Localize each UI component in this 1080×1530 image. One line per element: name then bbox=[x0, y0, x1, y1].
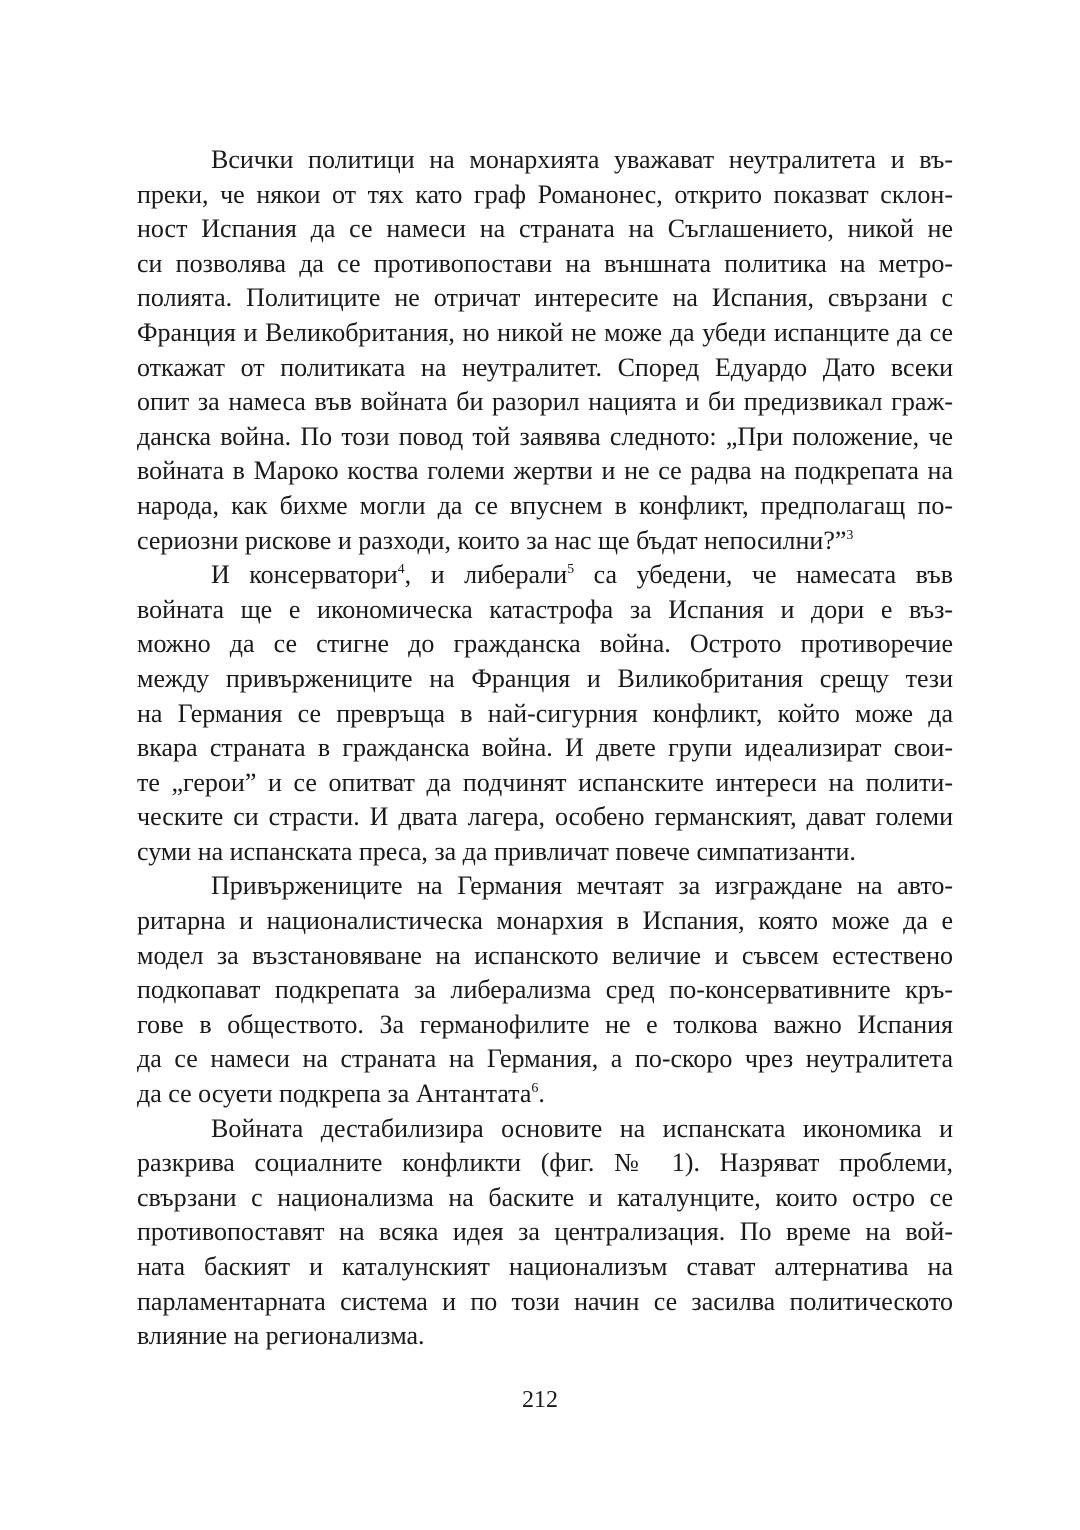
text-line: разкрива социалните конфликти (фиг. № 1). Назряват проблеми, bbox=[137, 1148, 953, 1178]
text-line: ната баският и каталунският национализъм стават алтернатива на bbox=[137, 1252, 953, 1281]
line-text: са убедени, че намесата във bbox=[574, 560, 954, 590]
text-line: парламентарната система и по този начин се засилва политическото bbox=[137, 1286, 953, 1316]
footnote-ref: 5 bbox=[567, 562, 575, 578]
text-line: Войната дестабилизира основите на испанската икономика и bbox=[211, 1113, 953, 1143]
text-line: войната ще е икономическа катастрофа за Испания и дори е въз- bbox=[137, 594, 953, 624]
text-line: полията. Политиците не отричат интересите на Испания, свързани с bbox=[137, 283, 953, 313]
page-number: 212 bbox=[522, 1387, 558, 1413]
footnote-ref: 4 bbox=[397, 562, 405, 578]
text-line: ност Испания да се намеси на страната на Съглашението, никой не bbox=[137, 214, 953, 244]
text-line: войната в Мароко коства големи жертви и не се радва на подкрепата на bbox=[137, 456, 953, 486]
text-line: на Германия се превръща в най-сигурния конфликт, който може да bbox=[137, 698, 953, 728]
text-line: подкопават подкрепата за либерализма сред по-консервативните кръ- bbox=[137, 975, 953, 1005]
text-line: Франция и Великобритания, но никой не може да убеди испанците да се bbox=[137, 317, 953, 347]
text-line: можно да се стигне до гражданска война. Острото противоречие bbox=[137, 629, 953, 659]
text-line: Привържениците на Германия мечтаят за изграждане на авто- bbox=[211, 871, 953, 901]
text-line: Всички политици на монархията уважават неутралитета и въ- bbox=[211, 145, 953, 174]
page-body bbox=[137, 143, 953, 1354]
footnote-ref: 3 bbox=[846, 527, 854, 543]
text-line: противопоставят на всяка идея за централизация. По време на вой- bbox=[137, 1217, 953, 1247]
text-line: да се намеси на страната на Германия, а по-скоро чрез неутралитета bbox=[137, 1044, 953, 1074]
text-line: модел за възстановяване на испанското величие и съвсем естествено bbox=[137, 940, 953, 970]
text-line: откажат от политиката на неутралитет. Според Едуардо Дато всеки bbox=[137, 352, 953, 382]
text-line bbox=[137, 1077, 953, 1112]
text-line: вкара страната в гражданска война. И двете групи идеализират свои- bbox=[137, 733, 953, 763]
text-line: влияние на регионализма. bbox=[137, 1321, 425, 1351]
paragraph-2 bbox=[137, 558, 953, 869]
text-line: те „герои” и се опитват да подчинят испанските интереси на полити- bbox=[137, 767, 953, 797]
text-line: опит за намеса във войната би разорил нацията и би предизвикал граж- bbox=[137, 387, 953, 417]
text-line: ритарна и националистическа монархия в Испания, която може да е bbox=[137, 906, 953, 936]
text-line: между привържениците на Франция и Виликобритания срещу тези bbox=[137, 663, 953, 693]
text-line: суми на испанската преса, за да привличат повече симпатизанти. bbox=[137, 836, 856, 866]
text-line: си позволява да се противопостави на външната политика на метро- bbox=[137, 248, 953, 278]
text-line bbox=[137, 558, 953, 593]
line-text: , и либерали bbox=[404, 560, 568, 590]
text-line: преки, че някои от тях като граф Романонес, открито показват склон- bbox=[137, 179, 953, 209]
text-line: ческите си страсти. И двата лагера, особено германският, дават големи bbox=[137, 802, 953, 832]
line-text: И консерватори bbox=[211, 560, 398, 590]
text-line bbox=[137, 524, 953, 559]
paragraph-3 bbox=[137, 869, 953, 1111]
line-text: да се осуети подкрепа за Антантата bbox=[137, 1079, 532, 1109]
text-line: данска война. По този повод той заявява следното: „При положение, че bbox=[137, 421, 953, 451]
text-line: свързани с национализма на баските и каталунците, които остро се bbox=[137, 1182, 953, 1212]
line-text: . bbox=[538, 1079, 545, 1109]
paragraph-1 bbox=[137, 143, 953, 558]
text-line: гове в обществото. За германофилите не е толкова важно Испания bbox=[137, 1009, 953, 1039]
paragraph-4 bbox=[137, 1112, 953, 1354]
line-text: сериозни рискове и разходи, които за нас ще бъдат непосилни?” bbox=[137, 525, 847, 555]
footnote-ref: 6 bbox=[531, 1081, 539, 1097]
text-line: народа, как бихме могли да се впуснем в конфликт, предполагащ по- bbox=[137, 490, 953, 520]
